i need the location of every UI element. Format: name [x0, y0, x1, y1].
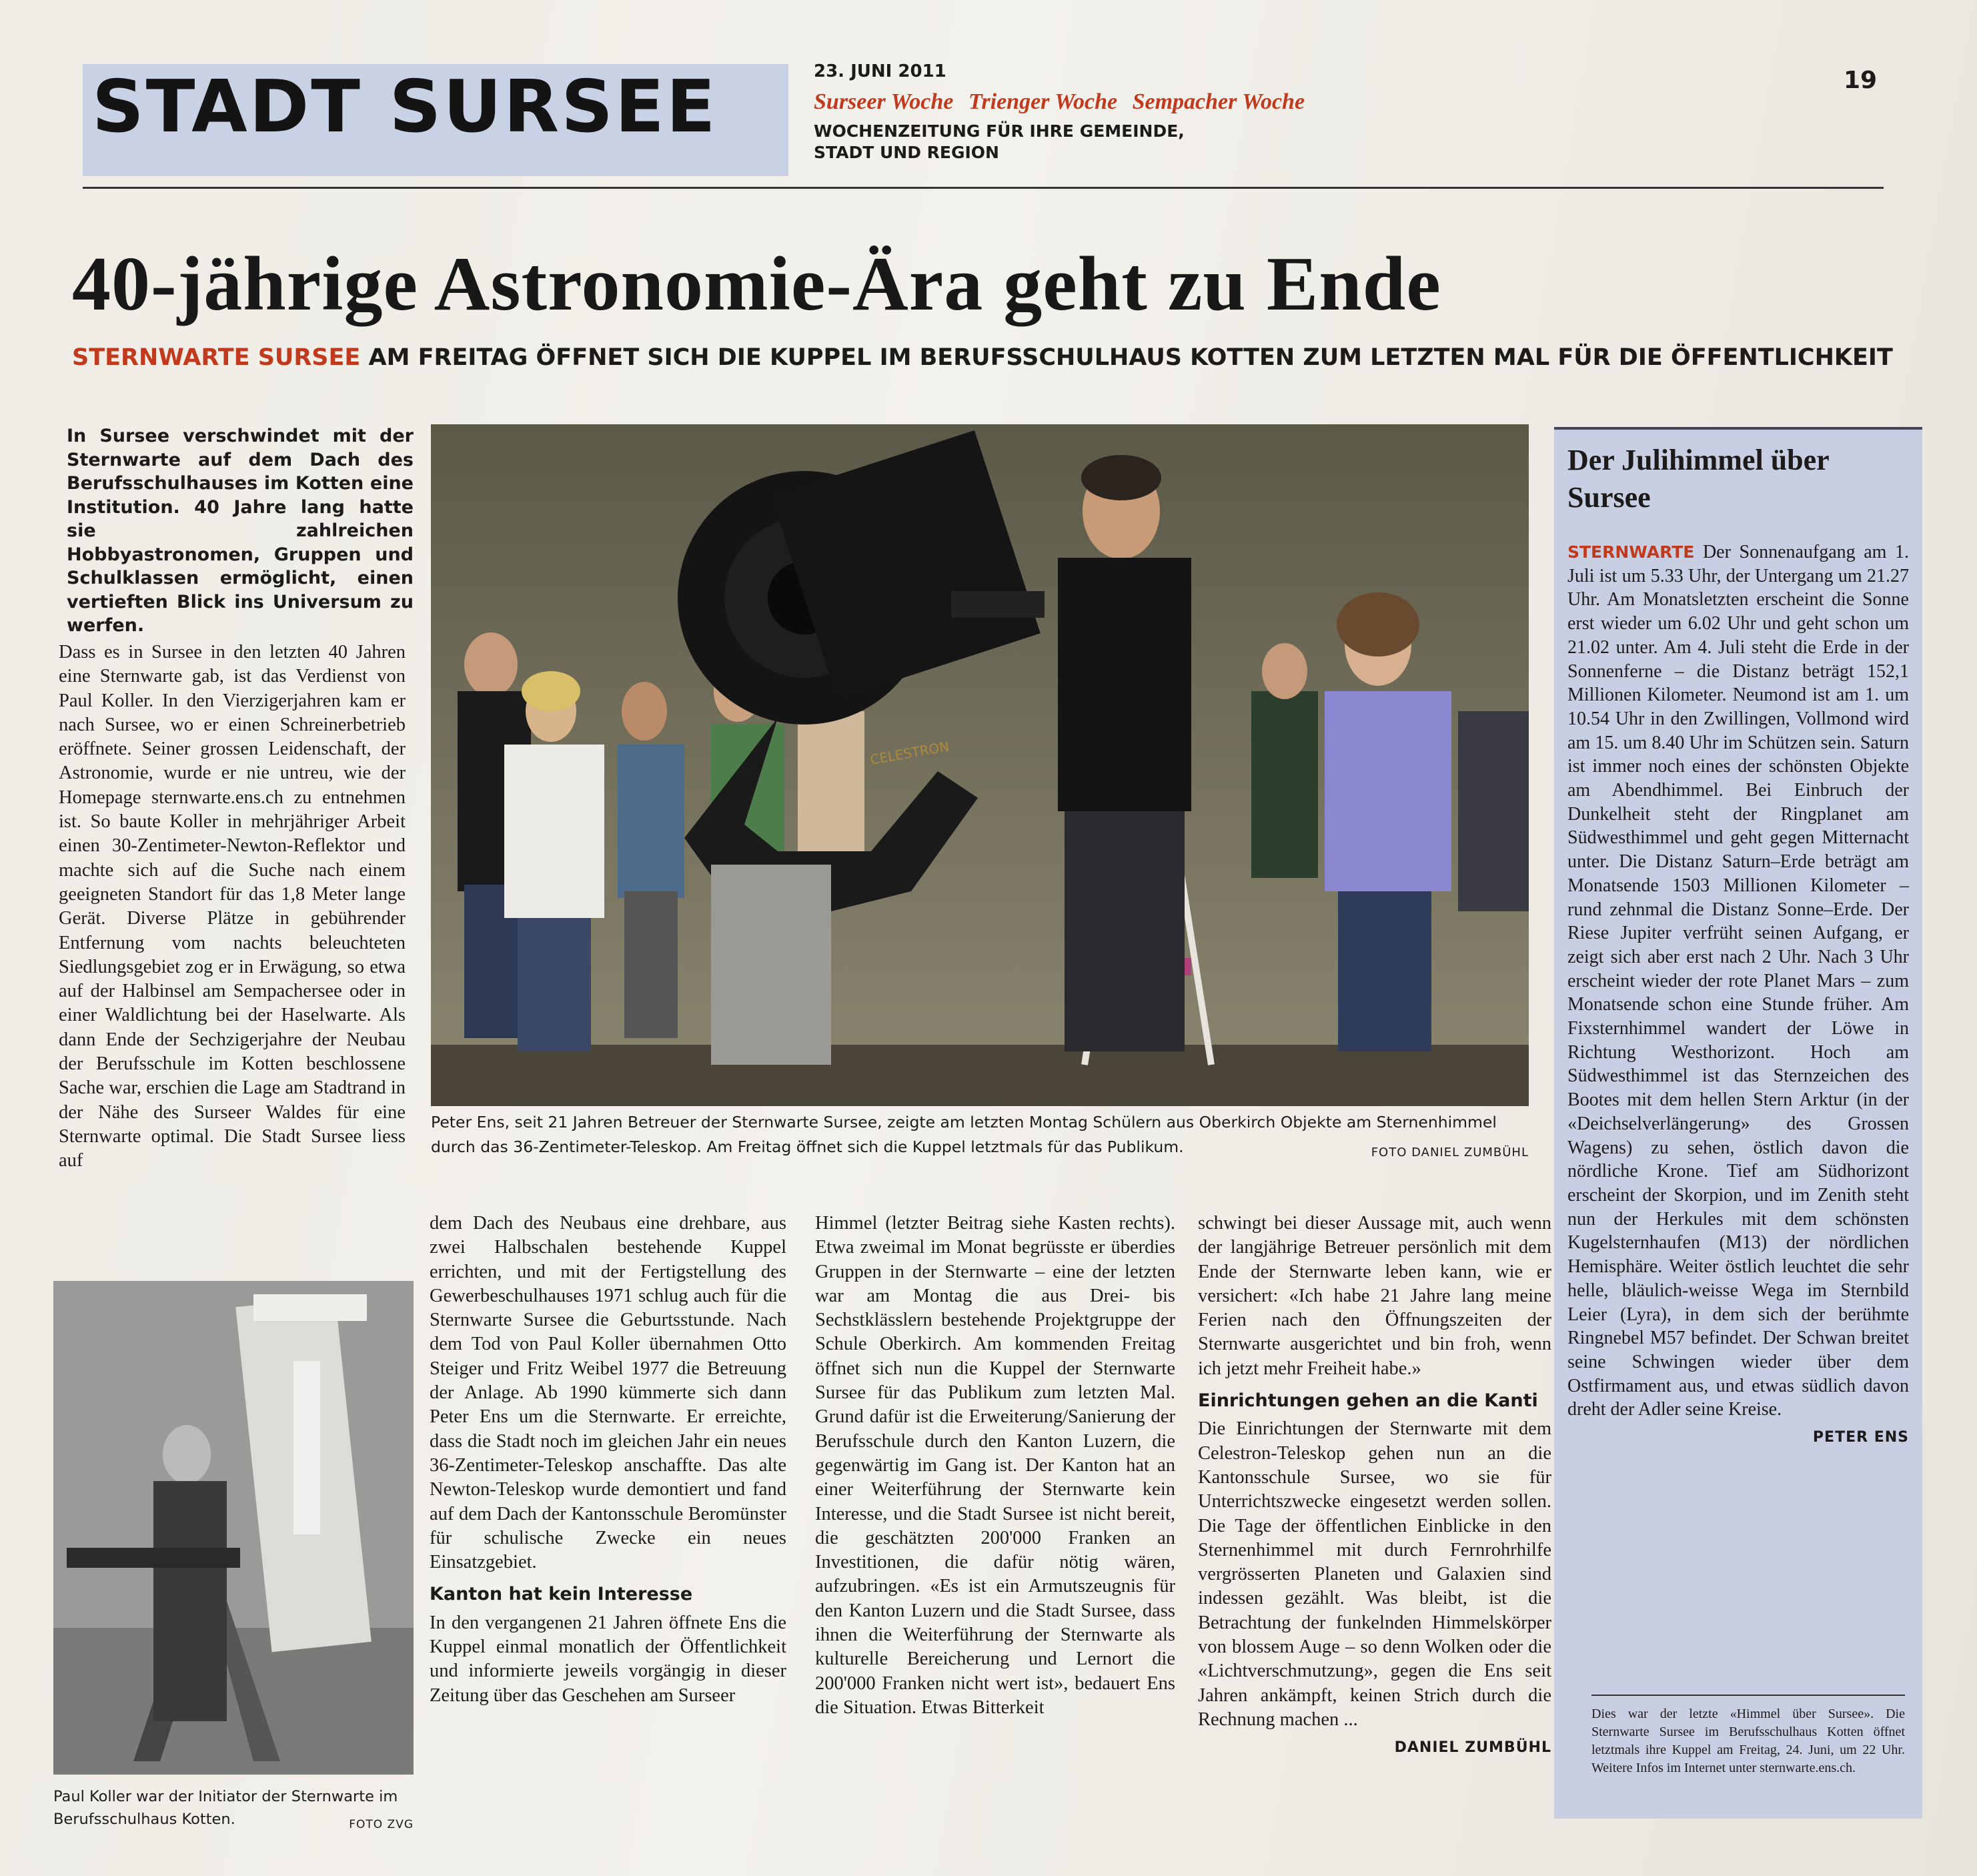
sidebar-body: Der Sonnenaufgang am 1. Juli ist um 5.33 Uhr, der Untergang um 21.27 Uhr. Am Monatsletzten erscheint die Sonne erst wieder um 6.02 Uhr und geht schon um 21.02 unter. Am 4. Juli steht die Erde in der Sonnenferne – die Distanz beträgt 152,1 Millionen Kilometer. Neumond ist am 1. um 10.54 Uhr in den Zwillingen, Vollmond wird am 15. um 8.40 Uhr im Schützen sein. Saturn ist immer noch eines der schönsten Objekte am Abendhimmel. Bei Einbruch der Dunkelheit steht der Ringplanet am Südwesthimmel und geht gegen Mitternacht unter. Die Distanz Saturn–Erde beträgt am Monatsende 1503 Millionen Kilometer – rund zehnmal die Distanz Sonne–Erde. Der Riese Jupiter verfrüht seinen Aufgang, er zeigt sich aber erst nach 2 Uhr. Nach 3 Uhr erscheint wieder der rote Planet Mars – zum Monatsende schon eine Stunde früher. Am Fixsternhimmel wandert der Löwe in Richtung Westhorizont. Hoch am Südwesthimmel ist das Sternzeichen des Bootes mit dem hellen Stern Arktur (in der «Deichselverlängerung» des Grossen Wagens) zu sehen, östlich davon die nördliche Krone. Tief am Südhorizont erscheint der Skorpion, und im Zenith steht nun der Herkules mit dem schönsten Kugelsternhaufen (M13) der nördlichen Hemisphäre. Weiter östlich leuchtet die sehr helle, bläulich-weisse Wega im Sternbild Leier (Lyra), in dem sich der berühmte Ringnebel M57 befindet. Der Schwan breitet seine Schwingen wieder über dem Ostfirmament aus, und etwas südlich davon dreht der Adler seine Kreise.	[1567, 542, 1910, 1420]
kicker-text: AM FREITAG ÖFFNET SICH DIE KUPPEL IM BERUFSSCHULHAUS KOTTEN ZUM LETZTEN MAL FÜR DIE ÖFFENTLICHKEIT	[368, 344, 1893, 371]
tagline-line-2: STADT UND REGION	[814, 143, 999, 162]
historic-caption-text: Paul Koller war der Initiator der Sternwarte im Berufsschulhaus Kotten.	[53, 1788, 398, 1828]
article-column-3: Himmel (letzter Beitrag siehe Kasten rechts). Etwa zweimal im Monat begrüsste er überdies Gruppen in der Sternwarte – eine der letzten war am Montag die aus Drei- bis Sechstklässlern bestehende Projektgruppe der Schule Oberkirch. Am kommenden Freitag öffnet sich nun die Kuppel der Sternwarte Sursee für das Publikum zum letzten Mal. Grund dafür ist die Erweiterung/Sanierung der Berufsschule durch den Kanton Luzern, die gegenwärtig im Gang ist. Der Kanton hat an einer Weiterführung der Sternwarte kein Interesse, und die Stadt Sursee ist nicht bereit, die geschätzten 200'000 Franken an Investitionen, die dafür nötig wären, aufzubringen. «Es ist ein Armutszeugnis für den Kanton Luzern und die Stadt Sursee, dass ihnen die Weiterführung der Sternwarte als kulturelle Bereicherung und Lernort die 200'000 Franken nicht wert ist», bedauert Ens die Situation. Etwas Bitterkeit	[815, 1213, 1175, 1718]
article-lead: In Sursee verschwindet mit der Sternwarte auf dem Dach des Berufsschulhauses im Kotten eine Institution. 40 Jahre lang hatte sie zahlreichen Hobbyastronomen, Gruppen und Schulklassen ermöglicht, einen vertieften Blick ins Universum zu werfen.	[67, 426, 414, 636]
sidebar-note: Dies war der letzte «Himmel über Sursee». Die Sternwarte Sursee im Berufsschulhaus Kotten öffnet letztmals ihre Kuppel am Freitag, 24. Juni, um 22 Uhr. Weitere Infos im Internet unter sternwarte.ens.ch.	[1591, 1707, 1905, 1775]
section-title: STADT SURSEE	[92, 65, 718, 149]
article-column-4	[1198, 1212, 1551, 1761]
subheading-kanton: Kanton hat kein Interesse	[430, 1584, 693, 1605]
paper-name: Surseer Woche	[814, 89, 954, 114]
column-4-text: schwingt bei dieser Aussage mit, auch wenn der langjährige Betreuer persönlich mit dem Ende der Sternwarte leben kann, wie er versichert: «Ich habe 21 Jahre lang meine Ferien nach den Öffnungszeiten der Sternwarte ausgerichtet und bin froh, wenn ich jetzt mehr Freiheit habe.»	[1198, 1213, 1551, 1379]
main-caption-text: Peter Ens, seit 21 Jahren Betreuer der Sternwarte Sursee, zeigte am letzten Montag Schülern aus Oberkirch Objekte am Sternenhimmel durch das 36-Zentimeter-Teleskop. Am Freitag öffnet sich die Kuppel letztmals für das Publikum.	[431, 1113, 1497, 1156]
sidebar-text	[1567, 540, 1909, 1450]
article-byline: DANIEL ZUMBÜHL	[1394, 1739, 1551, 1757]
kicker-topic: STERNWARTE SURSEE	[72, 344, 361, 371]
tagline-line-1: WOCHENZEITUNG FÜR IHRE GEMEINDE,	[814, 121, 1185, 141]
main-photo-credit: FOTO DANIEL ZUMBÜHL	[1371, 1145, 1529, 1159]
paper-names	[814, 89, 1314, 115]
page-number: 19	[1844, 67, 1878, 94]
article-headline: 40-jährige Astronomie-Ära geht zu Ende	[72, 242, 1441, 327]
paper-name: Sempacher Woche	[1132, 89, 1305, 114]
sidebar-note-rule	[1591, 1695, 1905, 1696]
column-2-continued: In den vergangenen 21 Jahren öffnete Ens die Kuppel einmal monatlich der Öffentlichkeit und informierte jeweils vorgängig in dieser Zeitung über das Geschehen am Surseer	[430, 1612, 786, 1706]
article-column-2	[430, 1212, 786, 1708]
main-photo	[431, 424, 1529, 1106]
header-rule	[83, 187, 1884, 189]
historic-photo-caption	[53, 1785, 414, 1836]
paper-name: Trienger Woche	[968, 89, 1118, 114]
telescope-brand-label: CELESTRON	[868, 738, 950, 768]
subheading-einrichtungen: Einrichtungen gehen an die Kanti	[1198, 1390, 1538, 1412]
sidebar-byline: PETER ENS	[1812, 1429, 1909, 1446]
telescope-photo-illustration	[431, 424, 1529, 1106]
historic-photo	[53, 1281, 414, 1775]
historic-telescope-illustration	[53, 1281, 414, 1775]
issue-date: 23. JUNI 2011	[814, 61, 946, 81]
article-column-1: Dass es in Sursee in den letzten 40 Jahren eine Sternwarte gab, ist das Verdienst von Paul Koller. In den Vierzigerjahren kam er nach Sursee, wo er einen Schreinerbetrieb eröffnete. Seiner grossen Leidenschaft, der Astronomie, wurde er nie untreu, wie der Homepage sternwarte.ens.ch zu entnehmen ist. So baute Koller in mehrjähriger Arbeit einen 30-Zentimeter-Newton-Reflektor und machte sich auf die Suche nach einem geeigneten Standort für das 1,8 Meter lange Gerät. Diverse Plätze in gebührender Entfernung vom nachts beleuchteten Siedlungsgebiet zog er in Erwägung, so etwa auf der Halbinsel am Sempachersee oder in einer Waldlichtung bei der Haselwarte. Als dann Ende der Sechzigerjahre der Neubau der Berufsschule im Kotten beschlossene Sache war, erschien die Lage am Stadtrand in der Nähe des Surseer Waldes für eine Sternwarte optimal. Die Stadt Sursee liess auf	[59, 642, 406, 1171]
historic-photo-credit: FOTO ZVG	[349, 1818, 414, 1831]
main-photo-caption	[431, 1110, 1529, 1165]
column-4-continued: Die Einrichtungen der Sternwarte mit dem Celestron-Teleskop gehen nun an die Kantonsschule Sursee, wo sie für Unterrichtszwecke eingesetzt werden sollen. Die Tage der öffentlichen Einblicke in den Sternenhimmel mit durch Fernrohrhilfe vergrösserten Planeten und Galaxien sind indessen gezählt. Was bleibt, ist die Betrachtung der funkelnden Himmelskörper von blossem Auge – so denn Wolken oder die «Lichtverschmutzung», gegen die Ens seit Jahren ankämpft, keinen Strich durch die Rechnung machen ...	[1198, 1418, 1551, 1730]
column-2-text: dem Dach des Neubaus eine drehbare, aus zwei Halbschalen bestehende Kuppel errichten, und mit der Fertigstellung des Gewerbeschulhauses 1971 schlug auch für die Sternwarte Sursee die Geburtsstunde. Nach dem Tod von Paul Koller übernahmen Otto Steiger und Fritz Weibel 1977 die Betreuung der Anlage. Ab 1990 kümmerte sich dann Peter Ens um die Sternwarte. Er erreichte, dass die Stadt noch im gleichen Jahr ein neues 36-Zentimeter-Teleskop anschaffte. Das alte Newton-Teleskop wurde demontiert und fand auf dem Dach der Kantonsschule Beromünster für schulische Zwecke ein neues Einsatzgebiet.	[430, 1213, 786, 1573]
article-kicker	[72, 344, 1893, 371]
sidebar-title: Der Julihimmel über Sursee	[1567, 444, 1829, 514]
sidebar-topic: STERNWARTE	[1567, 542, 1695, 562]
